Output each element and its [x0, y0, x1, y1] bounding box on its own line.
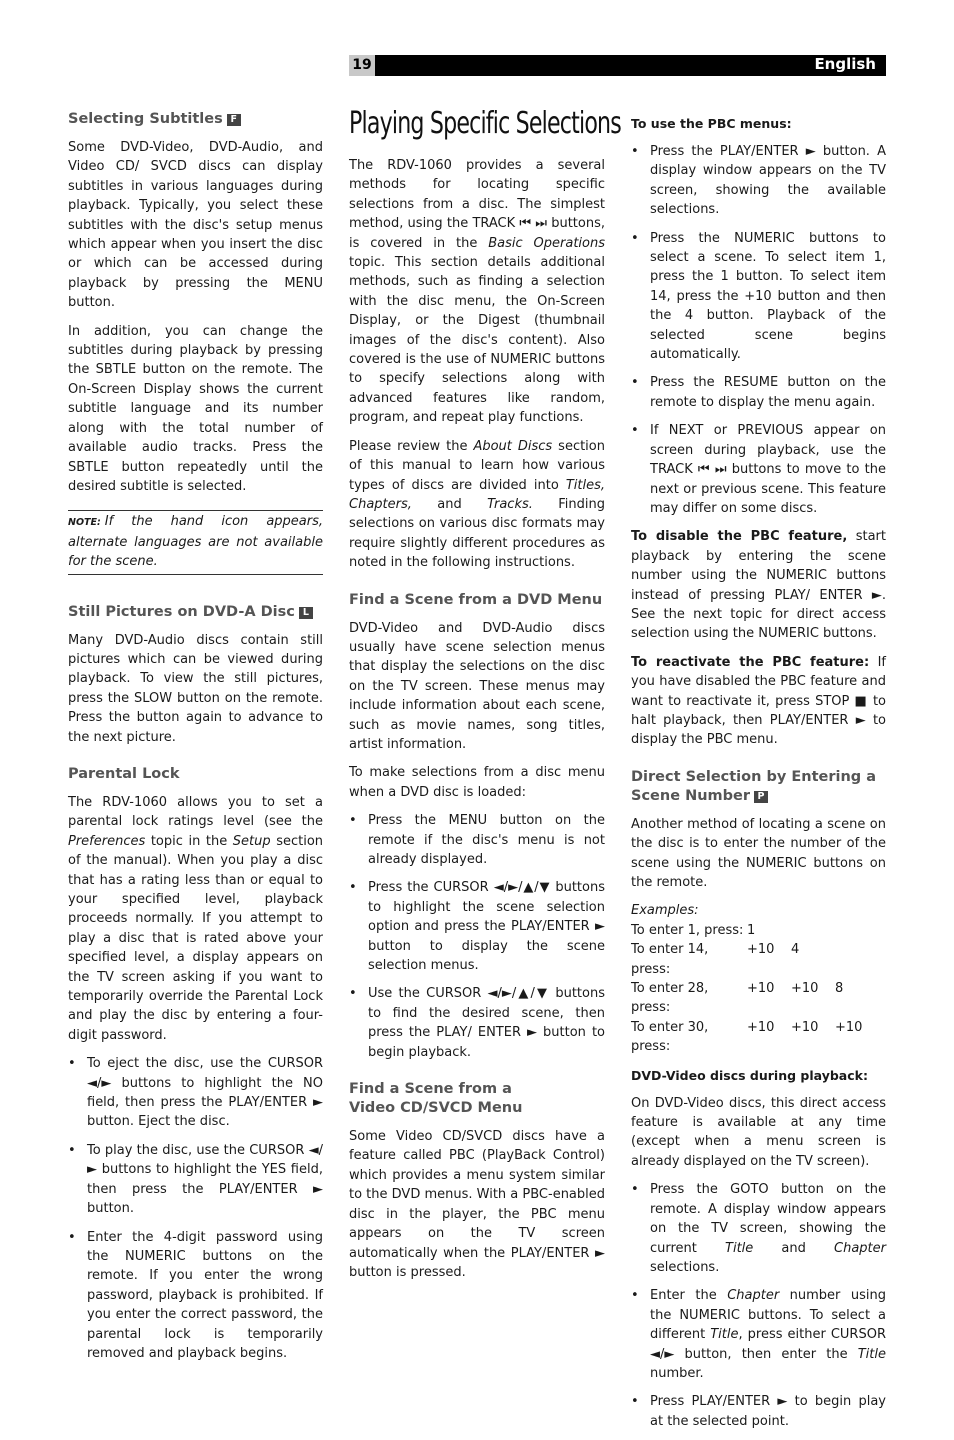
- page-number: 19: [349, 55, 375, 76]
- bullet-list: [68, 1054, 323, 1363]
- bullet-list: [349, 811, 605, 1062]
- list-item: • Use the CURSOR ◄/►/▲/▼ buttons to find the desired scene, then press the PLAY/ ENTER ► button to begin playback.: [349, 984, 605, 1062]
- paragraph: The RDV-1060 provides a several methods for locating specific selections from a disc. The simplest method, using the TRACK ⏮ ⏭ buttons, is covered in the Basic Operations topic. This section details additional methods, such as finding a selection with the disc menu, the On-Screen Display, or the Digest (thumbnail images of the disc's content). Also covered is the use of NUMERIC buttons to specify selections along with advanced features like random, program, and repeat play functions.: [349, 158, 605, 426]
- section-heading-subtitles: Selecting Subtitles F: [68, 110, 323, 129]
- note-text: If the hand icon appears, alternate languages are not available for the scene.: [68, 514, 323, 570]
- examples-list: [631, 921, 886, 1057]
- list-item: • Enter the Chapter number using the NUMERIC buttons. To select a different Title, press either CURSOR ◄/► button, then enter the Title number.: [631, 1286, 886, 1383]
- paragraph: To reactivate the PBC feature: If you have disabled the PBC feature and want to reactivate it, press STOP ■ to halt playback, then PLAY/ENTER ► to display the PBC menu.: [631, 654, 886, 748]
- paragraph: To disable the PBC feature, start playback by entering the scene number using the NUMERIC buttons instead of pressing PLAY/ ENTER ►. See the next topic for direct access selection using the NUMERIC buttons.: [631, 529, 886, 642]
- note-label: NOTE:: [68, 517, 101, 529]
- subheading-dvd-playback: DVD-Video discs during playback:: [631, 1067, 868, 1083]
- paragraph: Some Video CD/SVCD discs have a feature called PBC (PlayBack Control) which provides a menu system similar to the DVD menus. With a PBC-enabled disc in the player, the PBC menu appears on the TV screen automatically when the PLAY/ENTER ► button is pressed.: [349, 1129, 606, 1280]
- section-heading-parental-lock: Parental Lock: [68, 765, 180, 782]
- disc-type-badge: L: [299, 607, 313, 619]
- note-box: [68, 510, 323, 574]
- list-item: • Press the CURSOR ◄/►/▲/▼ buttons to highlight the scene selection option and press the PLAY/ENTER ► button to display the scene selection menus.: [349, 878, 605, 975]
- example-row: To enter 28, press: +10 +10 8: [631, 981, 844, 1016]
- language-label: English: [814, 55, 876, 73]
- list-item: • Press PLAY/ENTER ► to begin play at the selected point.: [631, 1392, 886, 1431]
- list-item: • Press the NUMERIC buttons to select a scene. To select item 1, press the 1 button. To select item 14, press the +10 button and then the 4 button. Playback of the selected scene begins automatically.: [631, 229, 886, 365]
- paragraph: On DVD-Video discs, this direct access feature is available at any time (except when a menu screen is already displayed on the TV screen).: [631, 1095, 886, 1169]
- section-heading-vcd-menu: Find a Scene from a Video CD/SVCD Menu: [349, 1081, 523, 1117]
- bullet-list: [631, 1180, 886, 1431]
- section-heading-direct-selection: Direct Selection by Entering a Scene Number P: [631, 768, 877, 804]
- paragraph: Many DVD-Audio discs contain still pictures which can be viewed during playback. To view the still pictures, press the SLOW button on the remote. Press the button again to advance to the next picture.: [68, 632, 323, 745]
- column-left: [68, 110, 323, 1372]
- paragraph: Another method of locating a scene on the disc is to enter the number of the scene using the NUMERIC buttons on the remote.: [631, 816, 886, 890]
- page-title: Playing Specific Selections: [349, 106, 621, 141]
- subheading-pbc: To use the PBC menus:: [631, 116, 792, 131]
- paragraph: Please review the About Discs section of this manual to learn how various types of discs are divided into Titles, Chapters, and Tracks. Finding selections on various disc formats may require slightly different procedures as noted in the following instructions.: [349, 438, 605, 571]
- bullet-list: [631, 142, 886, 518]
- list-item: • Press the PLAY/ENTER ► button. A display window appears on the TV screen, showing the available selections.: [631, 142, 886, 220]
- examples-label: Examples:: [631, 903, 699, 919]
- section-heading-still-pictures: Still Pictures on DVD-A Disc L: [68, 603, 323, 622]
- disc-type-badge: P: [754, 791, 768, 803]
- section-heading-dvd-menu: Find a Scene from a DVD Menu: [349, 591, 603, 608]
- example-row: To enter 1, press: 1: [631, 922, 756, 938]
- paragraph: The RDV-1060 allows you to set a parental lock ratings level (see the Preferences topic in the Setup section of the manual). When you play a disc that has a rating less than or equal to your specified level, playback proceeds normally. If you attempt to play a disc that is rated above your specified level, a display appears on the TV screen asking if you want to temporarily override the Parental Lock and play the disc by entering a four-digit password.: [68, 794, 324, 1043]
- page-header-bar: [349, 55, 886, 76]
- example-row: To enter 14, press: +10 4: [631, 942, 800, 977]
- list-item: • To play the disc, use the CURSOR ◄/► buttons to highlight the YES field, then press the PLAY/ENTER ► button.: [68, 1141, 323, 1219]
- list-item: • Press the MENU button on the remote if the disc's menu is not already displayed.: [349, 811, 605, 869]
- list-item: • If NEXT or PREVIOUS appear on screen during playback, use the TRACK ⏮ ⏭ buttons to move to the next or previous scene. This feature may differ on some discs.: [631, 421, 886, 518]
- column-middle: [349, 104, 621, 1291]
- paragraph: In addition, you can change the subtitles during playback by pressing the SBTLE button on the remote. The On-Screen Display shows the current subtitle language and its number along with the total number of available audio tracks. Press the SBTLE button repeatedly until the desired subtitle is selected.: [68, 323, 323, 494]
- paragraph: Some DVD-Video, DVD-Audio, and Video CD/ SVCD discs can display subtitles in various languages during playback. Typically, you select these subtitles with the disc's setup menus which appear when you insert the disc or which can be accessed during playback by pressing the MENU button.: [68, 140, 323, 311]
- list-item: • Enter the 4-digit password using the NUMERIC buttons on the remote. If you enter the wrong password, playback is prohibited. If you enter the correct password, the parental lock is temporarily removed and playback begins.: [68, 1228, 323, 1364]
- disc-type-badge: F: [227, 114, 241, 126]
- paragraph: DVD-Video and DVD-Audio discs usually have scene selection menus that display the selections on the disc on the TV screen. These menus may include information about each scene, such as movie names, song titles, artist information.: [349, 620, 605, 752]
- column-right: [631, 114, 886, 1440]
- list-item: • Press the GOTO button on the remote. A display window appears on the TV screen, showing the current Title and Chapter selections.: [631, 1180, 886, 1277]
- list-item: • To eject the disc, use the CURSOR ◄/► buttons to highlight the NO field, then press the PLAY/ENTER ► button. Eject the disc.: [68, 1054, 323, 1132]
- paragraph: To make selections from a disc menu when a DVD disc is loaded:: [349, 765, 605, 800]
- example-row: To enter 30, press: +10 +10 +10: [631, 1019, 863, 1055]
- list-item: • Press the RESUME button on the remote to display the menu again.: [631, 373, 886, 412]
